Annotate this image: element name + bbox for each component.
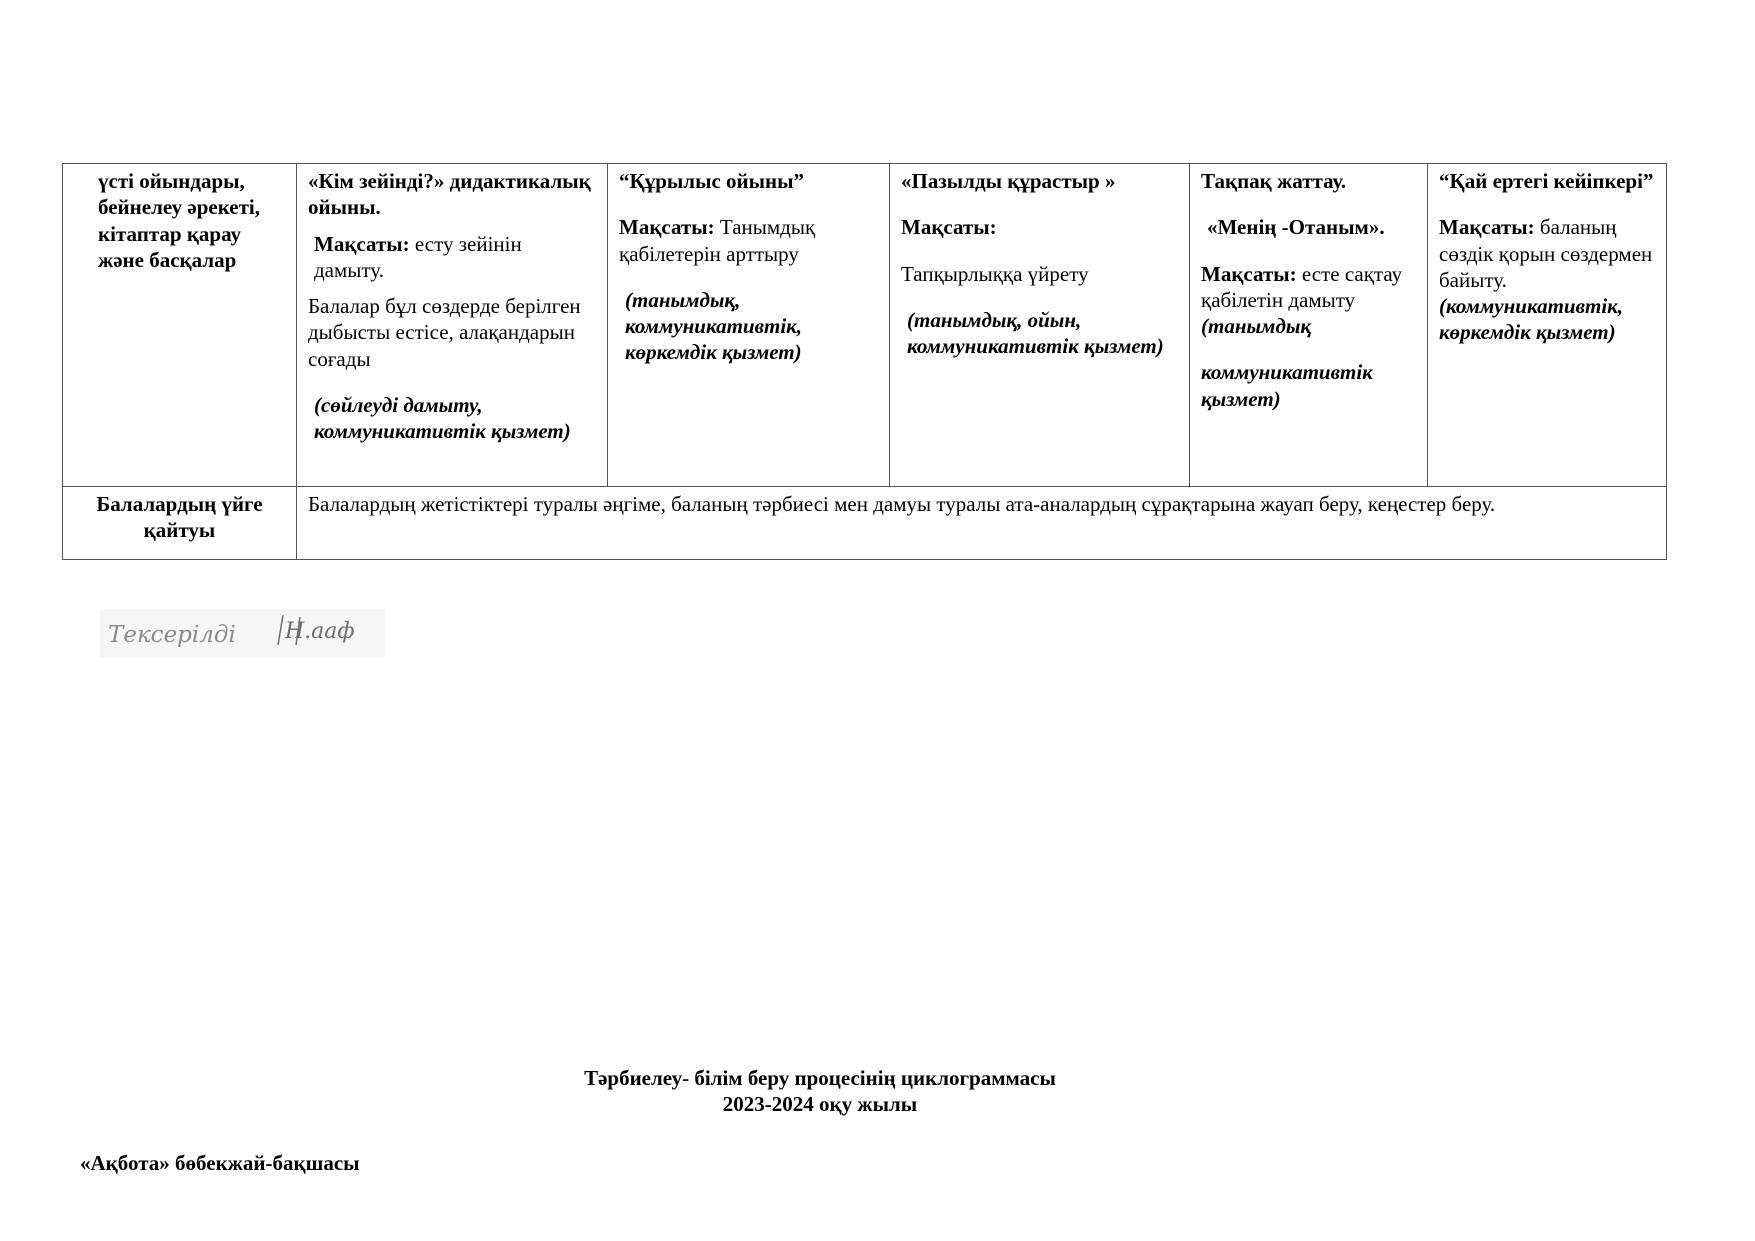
svg-text:Н.ааф: Н.ааф [285, 619, 355, 644]
goal-label: Мақсаты: [314, 231, 410, 256]
activity-title: «Пазылды құрастыр » [901, 169, 1116, 193]
goal-label: Мақсаты: [619, 215, 715, 240]
activity-cell-1 [297, 164, 608, 487]
activity-type: коммуникативтік қызмет) [1201, 360, 1373, 411]
activity-cell-5 [1428, 164, 1667, 487]
activity-title: Тақпақ жаттау. [1201, 169, 1347, 193]
svg-text:Тексерілді: Тексерілді [108, 622, 236, 648]
activity-goal [308, 231, 596, 284]
signature-stamp [100, 605, 385, 660]
goal-text: есте сақтау қабілетін дамыту [1201, 261, 1403, 312]
document-heading [0, 1066, 1640, 1117]
activity-type: (танымдық, ойын, коммуникативтік қызмет) [907, 307, 1164, 358]
document-title: Тәрбиелеу- білім беру процесінің циклограммасы [584, 1066, 1056, 1090]
activity-cell-3 [890, 164, 1190, 487]
activity-description: Балалар бұл сөздерде берілген дыбысты естісе, алақандарын соғады [308, 294, 581, 371]
activity-cell-2 [608, 164, 890, 487]
organization-name: «Ақбота» бөбекжай-бақшасы [80, 1151, 360, 1175]
activity-type: (танымдық, коммуникативтік, көркемдік қызмет) [625, 287, 803, 365]
activity-title: “Құрылыс ойыны” [619, 169, 805, 193]
row-label-cell [63, 164, 297, 487]
goal-label: Мақсаты: [901, 215, 997, 240]
activity-type: (коммуникативтік, көркемдік қызмет) [1439, 294, 1624, 345]
activity-subtitle: «Менің -Отаным». [1207, 215, 1385, 240]
row-text-cell: Балалардың жетістіктері туралы әңгіме, баланың тәрбиесі мен дамуы туралы ата-аналардың сұрақтарына жауап беру, кеңестер беру. [297, 487, 1667, 560]
activity-type: (танымдық [1201, 314, 1312, 338]
table-row [63, 487, 1667, 560]
activity-goal [1439, 214, 1655, 293]
activity-goal [619, 214, 878, 267]
activity-cell-4 [1190, 164, 1428, 487]
goal-text: Тапқырлыққа үйрету [901, 261, 1089, 286]
plan-table [62, 163, 1667, 560]
activity-title: «Кім зейінді?» дидактикалық ойыны. [308, 169, 591, 220]
row-label: үсті ойындары, бейнелеу әрекеті, кітаптар қарау және басқалар [98, 169, 261, 272]
goal-label: Мақсаты: [1201, 261, 1297, 286]
table-row [63, 164, 1667, 487]
goal-text: Танымдық қабілетерін арттыру [619, 215, 816, 266]
activity-goal [1201, 261, 1416, 340]
goal-label: Мақсаты: [1439, 215, 1535, 240]
handwritten-signature-icon [100, 605, 385, 660]
goal-text: баланың сөздік қорын сөздермен байыту. [1439, 215, 1653, 292]
goal-text: есту зейінін дамыту. [314, 231, 522, 282]
activity-title: “Қай ертегі кейіпкері” [1439, 169, 1654, 193]
activity-type: (сөйлеуді дамыту, коммуникативтік қызмет) [314, 392, 571, 443]
academic-year: 2023-2024 оқу жылы [722, 1091, 918, 1116]
row-label-cell: Балалардың үйге қайтуы [63, 487, 297, 560]
